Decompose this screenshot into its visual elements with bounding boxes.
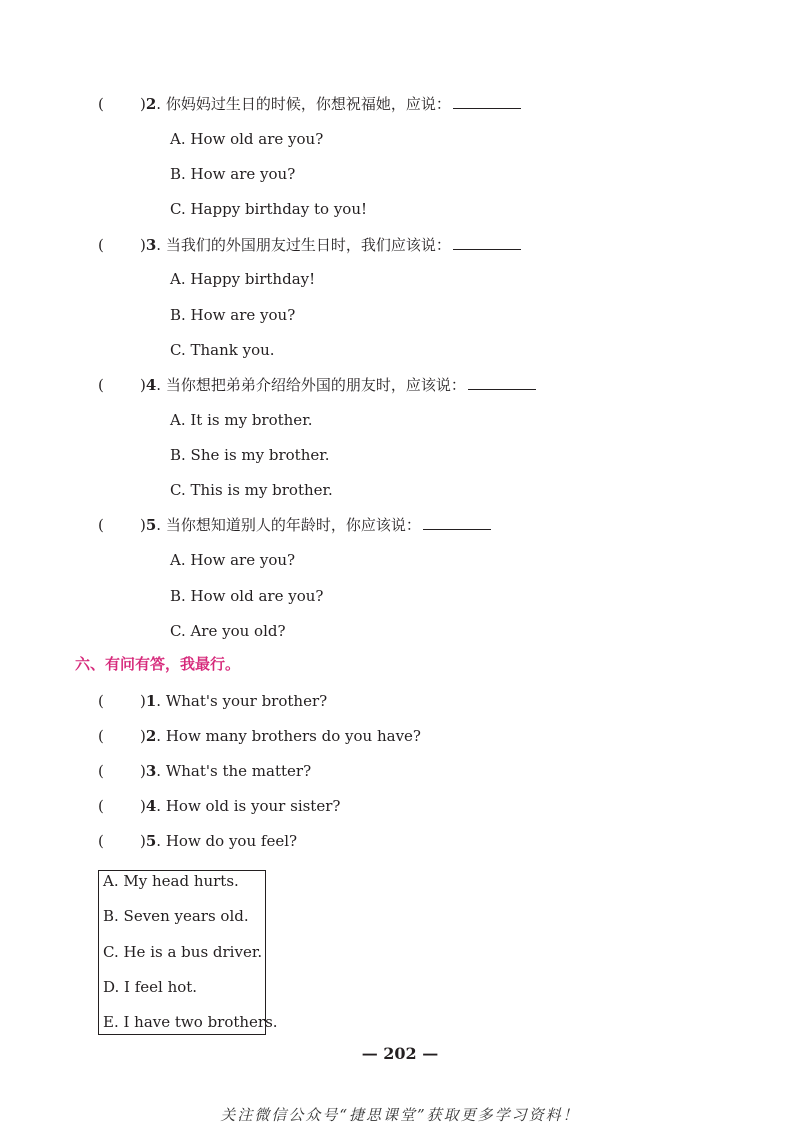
option: A. Happy birthday! xyxy=(170,270,316,288)
question-3: ( )3. 当我们的外国朋友过生日时，我们应该说： xyxy=(98,235,521,255)
answer-blank[interactable] xyxy=(468,375,536,390)
answer-paren[interactable]: ( xyxy=(98,516,104,534)
question-4: ( )4. 当你想把弟弟介绍给外国的朋友时，应该说： xyxy=(98,375,536,395)
answer-option: C. He is a bus driver. xyxy=(103,943,263,961)
option: B. How old are you? xyxy=(170,587,324,605)
answer-blank[interactable] xyxy=(423,515,491,530)
answer-paren[interactable]: ( xyxy=(98,376,104,394)
option: B. She is my brother. xyxy=(170,446,330,464)
option: B. How are you? xyxy=(170,306,296,324)
section-title: 六、有问有答，我最行。 xyxy=(75,655,241,673)
answer-blank[interactable] xyxy=(453,94,521,109)
match-question-4: ( )4. How old is your sister? xyxy=(98,797,341,815)
answer-paren[interactable]: ( xyxy=(98,692,104,710)
answer-option: A. My head hurts. xyxy=(103,872,239,890)
answer-paren[interactable]: ( xyxy=(98,95,104,113)
answer-paren[interactable]: ( xyxy=(98,762,104,780)
answer-option: D. I feel hot. xyxy=(103,978,198,996)
answer-box xyxy=(98,870,278,1035)
answer-paren[interactable]: ( xyxy=(98,727,104,745)
option: C. Happy birthday to you! xyxy=(170,200,368,218)
match-question-1: ( )1. What's your brother? xyxy=(98,692,328,710)
page-number: — 202 — xyxy=(361,1044,439,1063)
answer-paren[interactable]: ( xyxy=(98,236,104,254)
match-question-3: ( )3. What's the matter? xyxy=(98,762,312,780)
option: C. Thank you. xyxy=(170,341,275,359)
option: B. How are you? xyxy=(170,165,296,183)
answer-paren[interactable]: ( xyxy=(98,797,104,815)
option: C. Are you old? xyxy=(170,622,286,640)
answer-option: E. I have two brothers. xyxy=(103,1013,278,1031)
match-question-5: ( )5. How do you feel? xyxy=(98,832,298,850)
match-question-2: ( )2. How many brothers do you have? xyxy=(98,727,421,745)
option: C. This is my brother. xyxy=(170,481,333,499)
answer-blank[interactable] xyxy=(453,235,521,250)
footer-note: 关注微信公众号“捷思课堂”获取更多学习资料！ xyxy=(220,1106,580,1124)
question-5: ( )5. 当你想知道别人的年龄时，你应该说： xyxy=(98,515,491,535)
question-2: ( )2. 你妈妈过生日的时候，你想祝福她，应说： xyxy=(98,94,521,114)
option: A. It is my brother. xyxy=(170,411,313,429)
option: A. How old are you? xyxy=(170,130,324,148)
answer-option: B. Seven years old. xyxy=(103,907,249,925)
option: A. How are you? xyxy=(170,551,296,569)
answer-paren[interactable]: ( xyxy=(98,832,104,850)
